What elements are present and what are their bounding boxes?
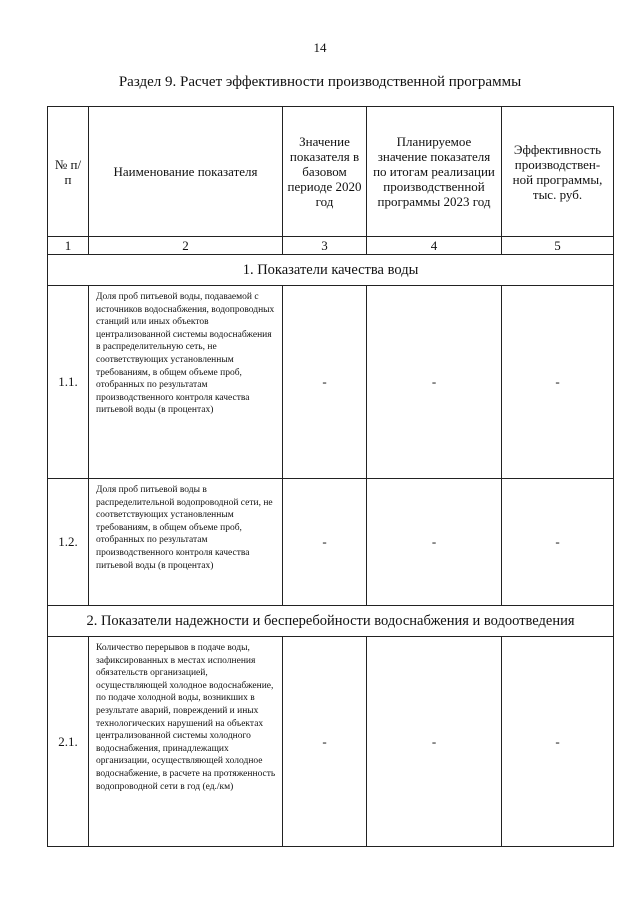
row-number: 1.1. [48, 286, 89, 479]
planned-value: - [367, 479, 502, 606]
base-value: - [283, 479, 367, 606]
header-base-value: Значение показателя в базовом периоде 2020 год [283, 107, 367, 237]
indicator-name: Доля проб питьевой воды в распределительной водопроводной сети, не соответствующих установленным требованиям, в общем объеме проб, отобранных по результатам производственного контроля качества питьевой воды (в процентах) [89, 479, 283, 606]
group-title-water-quality: 1. Показатели качества воды [48, 255, 614, 286]
efficiency-value: - [502, 479, 614, 606]
table-row [48, 479, 614, 606]
header-name: Наименование показателя [89, 107, 283, 237]
row-number: 1.2. [48, 479, 89, 606]
efficiency-value: - [502, 286, 614, 479]
col-number-2: 2 [89, 237, 283, 255]
base-value: - [283, 286, 367, 479]
header-planned-value: Планируемое значение показателя по итогам реализации производственной программы 2023 год [367, 107, 502, 237]
efficiency-table [47, 106, 614, 847]
planned-value: - [367, 637, 502, 847]
col-number-5: 5 [502, 237, 614, 255]
planned-value: - [367, 286, 502, 479]
base-value: - [283, 637, 367, 847]
group-row-reliability [48, 606, 614, 637]
table-row [48, 637, 614, 847]
group-row-water-quality [48, 255, 614, 286]
column-number-row [48, 237, 614, 255]
indicator-name: Доля проб питьевой воды, подаваемой с источников водоснабжения, водопроводных станций или иных объектов централизованной системы водоснабжения в распределительную сеть, не соответствующих установленным требованиям, в общем объеме проб, отобранных по результатам производственного контроля качества питьевой воды (в процентах) [89, 286, 283, 479]
page-number: 14 [313, 40, 327, 55]
col-number-3: 3 [283, 237, 367, 255]
indicator-name: Количество перерывов в подаче воды, зафиксированных в местах исполнения обязательств организацией, осуществляющей холодное водоснабжение, по подаче холодной воды, возникших в результате аварий, повреждений и иных технологических нарушений на объектах централизованной системы холодного водоснабжения, принадлежащих организации, осуществляющей холодное водоснабжение, в расчете на протяженность водопроводной сети в год (ед./км) [89, 637, 283, 847]
efficiency-value: - [502, 637, 614, 847]
header-row [48, 107, 614, 237]
col-number-1: 1 [48, 237, 89, 255]
row-number: 2.1. [48, 637, 89, 847]
group-title-reliability: 2. Показатели надежности и бесперебойности водоснабжения и водоотведения [48, 606, 614, 637]
col-number-4: 4 [367, 237, 502, 255]
table-row [48, 286, 614, 479]
header-number: № п/п [48, 107, 89, 237]
header-efficiency: Эффективность производствен-ной программы, тыс. руб. [502, 107, 614, 237]
section-title: Раздел 9. Расчет эффективности производственной программы [118, 74, 522, 90]
